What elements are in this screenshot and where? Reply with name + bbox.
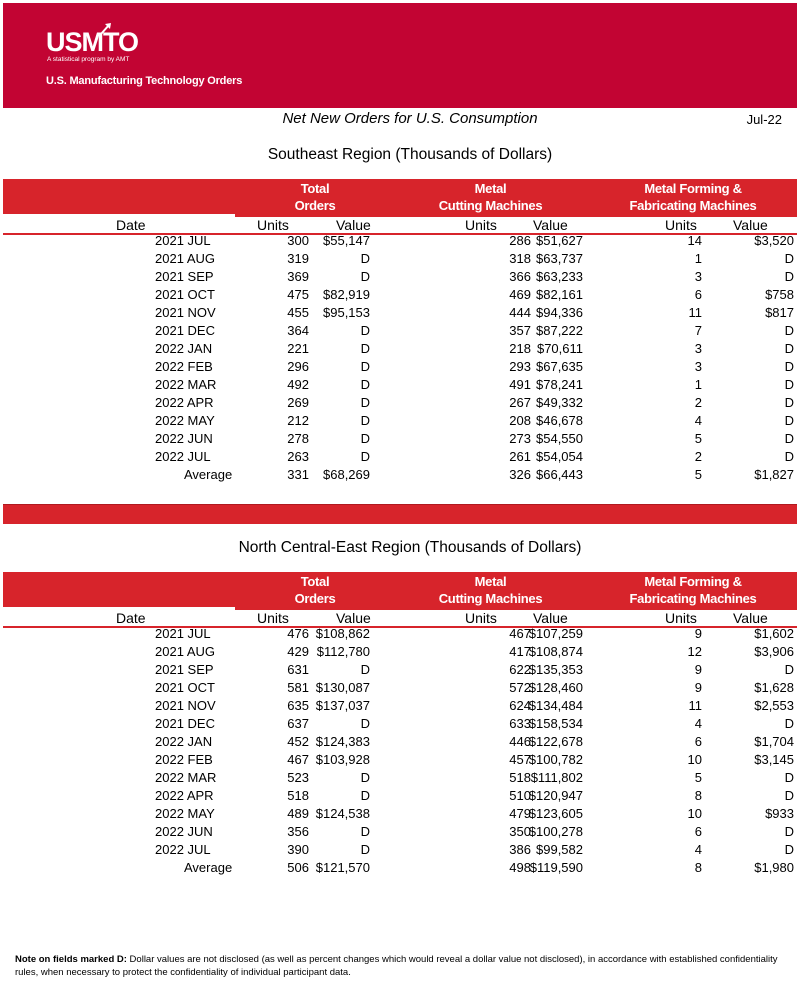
column-header-total-units: Units: [257, 610, 289, 626]
table-row: 2022 JUN 278 D 273 $54,550 5 D: [155, 431, 794, 446]
table-row: 2021 OCT 475 $82,919 469 $82,161 6 $758: [155, 287, 794, 302]
column-header-date: Date: [116, 610, 146, 626]
table-row: 2021 SEP 631 D 622 $135,353 9 D: [155, 662, 794, 677]
column-header-total-value: Value: [336, 217, 371, 233]
logo-text: USMTO: [46, 27, 139, 57]
table-row: 2022 FEB 296 D 293 $67,635 3 D: [155, 359, 794, 374]
footnote: [15, 953, 785, 979]
group-header-line: Total: [300, 181, 330, 196]
column-header-mf-units: Units: [665, 217, 697, 233]
table-row: 2022 JUL 390 D 386 $99,582 4 D: [155, 842, 794, 857]
table-row: 2022 JAN 452 $124,383 446 $122,678 6 $1,704: [155, 734, 794, 749]
up-arrow-icon: [99, 22, 113, 36]
column-header-mc-value: Value: [533, 610, 568, 626]
average-row: Average 331 $68,269 326 $66,443 5 $1,827: [184, 467, 794, 482]
table-row: 2021 JUL 476 $108,862 467 $107,259 9 $1,602: [155, 626, 794, 641]
group-header-metal-forming: [623, 180, 763, 214]
column-header-mf-value: Value: [733, 217, 768, 233]
table-row: 2022 MAY 489 $124,538 479 $123,605 10 $933: [155, 806, 794, 821]
group-header-line: Fabricating Machines: [629, 198, 757, 213]
header-band-extension: [235, 214, 797, 217]
header-band-extension: [235, 607, 797, 610]
table-row: 2022 APR 269 D 267 $49,332 2 D: [155, 395, 794, 410]
table-row: 2022 JUL 263 D 261 $54,054 2 D: [155, 449, 794, 464]
group-header-metal-cutting: [423, 180, 558, 214]
group-header-line: Cutting Machines: [438, 198, 543, 213]
column-header-mf-units: Units: [665, 610, 697, 626]
table-row: 2021 DEC 637 D 633 $158,534 4 D: [155, 716, 794, 731]
group-header-line: Orders: [294, 591, 336, 606]
table-row: 2021 AUG 319 D 318 $63,737 1 D: [155, 251, 794, 266]
header-banner: [3, 3, 797, 108]
table-row: 2022 JUN 356 D 350 $100,278 6 D: [155, 824, 794, 839]
group-header-total-orders: [265, 573, 365, 607]
table-row: 2021 NOV 635 $137,037 624 $134,484 11 $2,553: [155, 698, 794, 713]
report-period: Jul-22: [746, 112, 782, 127]
table-row: 2021 NOV 455 $95,153 444 $94,336 11 $817: [155, 305, 794, 320]
column-header-total-units: Units: [257, 217, 289, 233]
region-title-north-central-east: North Central-East Region (Thousands of Dollars): [238, 539, 582, 556]
usmto-logo: [46, 28, 138, 63]
column-header-mc-value: Value: [533, 217, 568, 233]
column-header-mc-units: Units: [465, 217, 497, 233]
group-header-total-orders: [265, 180, 365, 214]
table-row: 2021 OCT 581 $130,087 572 $128,460 9 $1,628: [155, 680, 794, 695]
column-header-mf-value: Value: [733, 610, 768, 626]
table-row: 2021 SEP 369 D 366 $63,233 3 D: [155, 269, 794, 284]
footnote-text: Dollar values are not disclosed (as well as percent changes which would reveal a dollar value not disclosed), in accordance with established confidentiality rules, when necessary to protect the confidentiality of individual participant data.: [15, 954, 778, 978]
group-header-line: Cutting Machines: [438, 591, 543, 606]
group-header-metal-cutting: [423, 573, 558, 607]
column-header-total-value: Value: [336, 610, 371, 626]
group-header-metal-forming: [623, 573, 763, 607]
footnote-label: Note on fields marked D:: [15, 954, 127, 965]
table-row: 2022 FEB 467 $103,928 457 $100,782 10 $3,145: [155, 752, 794, 767]
table-row: 2022 MAR 492 D 491 $78,241 1 D: [155, 377, 794, 392]
group-header-line: Metal: [474, 574, 507, 589]
document-title: Net New Orders for U.S. Consumption: [282, 110, 538, 127]
column-header-mc-units: Units: [465, 610, 497, 626]
average-row: Average 506 $121,570 498 $119,590 8 $1,980: [184, 860, 794, 875]
table-row: 2022 MAR 523 D 518 $111,802 5 D: [155, 770, 794, 785]
table-row: 2022 JAN 221 D 218 $70,611 3 D: [155, 341, 794, 356]
group-header-line: Metal: [474, 181, 507, 196]
group-header-line: Fabricating Machines: [629, 591, 757, 606]
group-header-line: Metal Forming &: [644, 181, 742, 196]
group-header-line: Metal Forming &: [644, 574, 742, 589]
table-row: 2022 MAY 212 D 208 $46,678 4 D: [155, 413, 794, 428]
region-title-southeast: Southeast Region (Thousands of Dollars): [267, 146, 553, 163]
group-header-line: Total: [300, 574, 330, 589]
table-row: 2022 APR 518 D 510 $120,947 8 D: [155, 788, 794, 803]
banner-title: U.S. Manufacturing Technology Orders: [46, 75, 243, 87]
table-row: 2021 AUG 429 $112,780 417 $108,874 12 $3,906: [155, 644, 794, 659]
group-header-line: Orders: [294, 198, 336, 213]
logo-subtitle: A statistical program by AMT: [47, 56, 130, 63]
section-separator-band: [3, 504, 797, 524]
table-row: 2021 JUL 300 $55,147 286 $51,627 14 $3,520: [155, 233, 794, 248]
table-row: 2021 DEC 364 D 357 $87,222 7 D: [155, 323, 794, 338]
column-header-date: Date: [116, 217, 146, 233]
